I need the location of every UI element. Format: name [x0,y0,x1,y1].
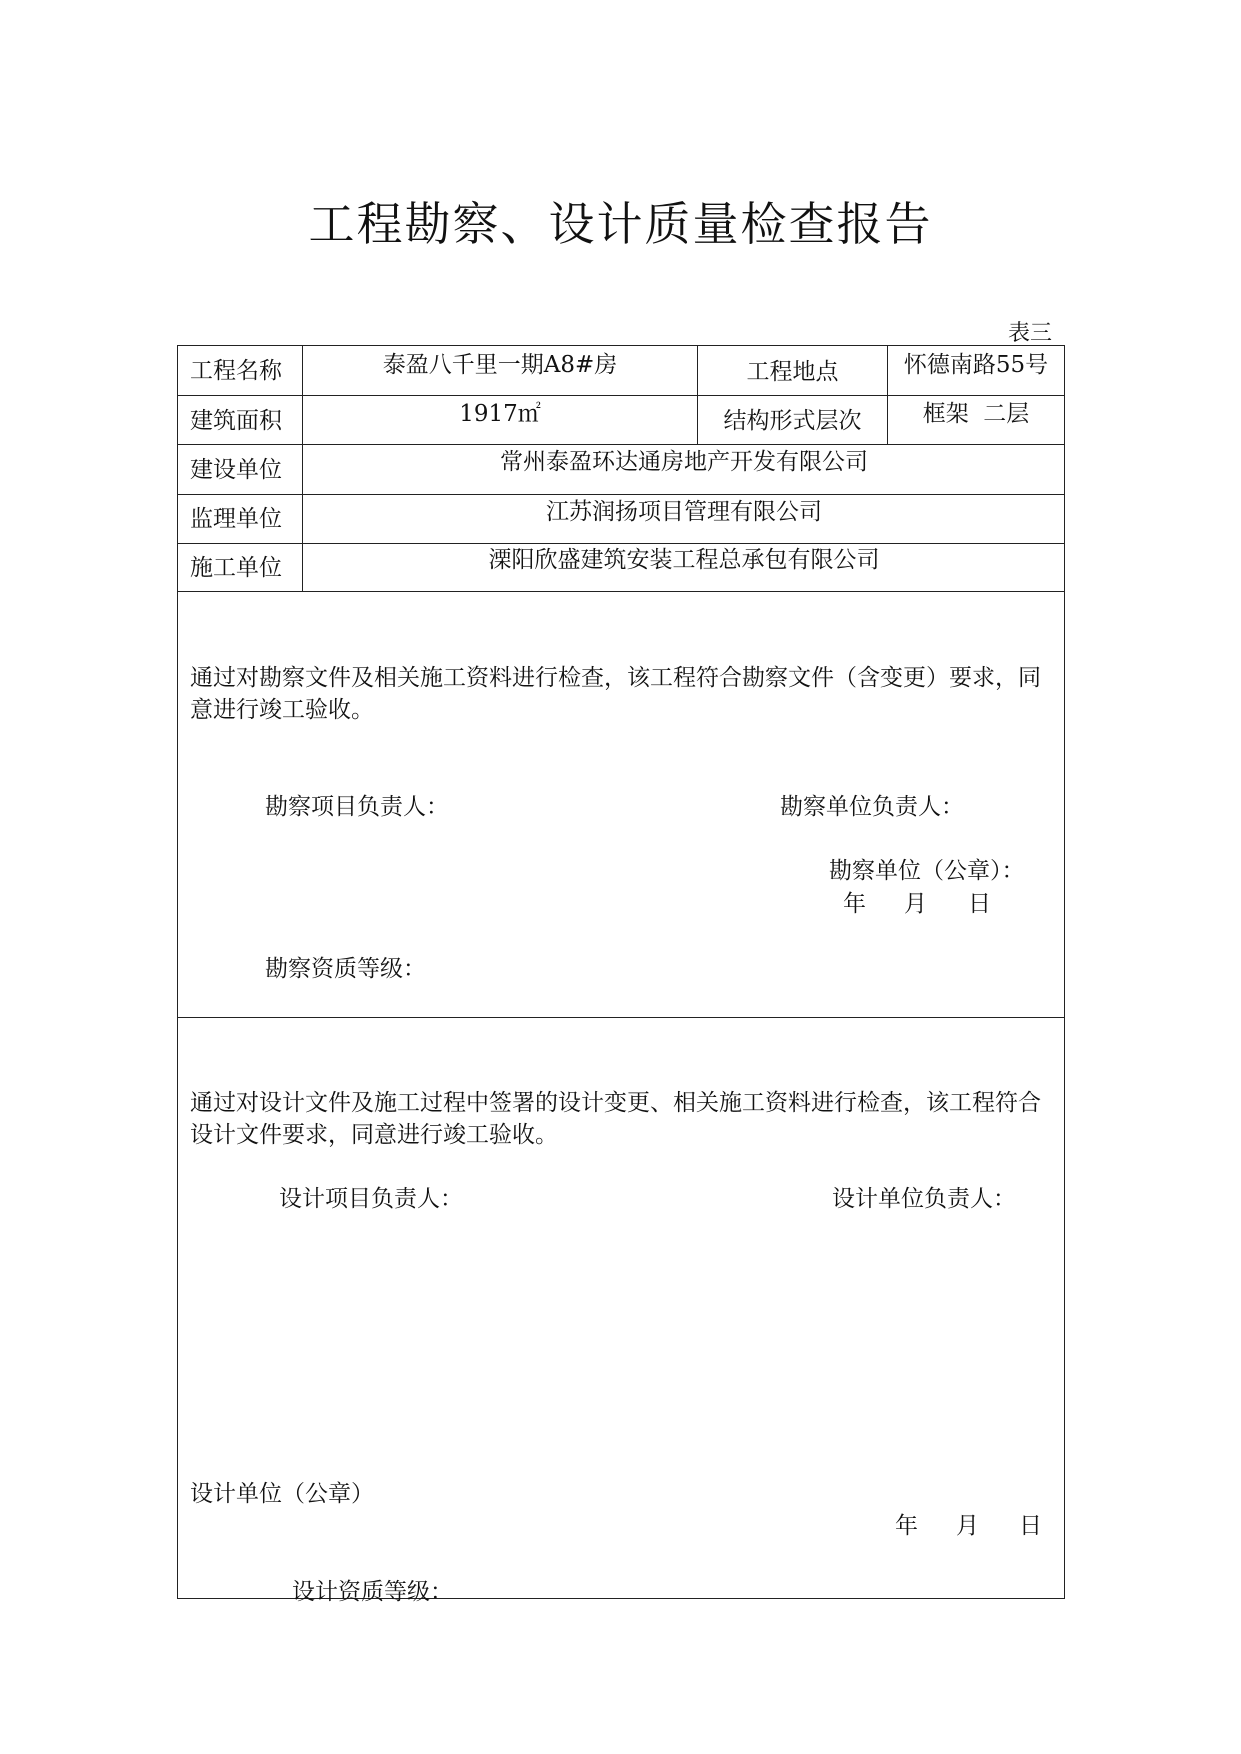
contractor-value: 溧阳欣盛建筑安装工程总承包有限公司 [488,547,880,573]
survey-month: 月 [904,891,927,917]
design-project-lead: 设计项目负责人： [279,1186,463,1212]
supervisor-value: 江苏润扬项目管理有限公司 [546,499,822,525]
survey-qualification: 勘察资质等级： [265,956,426,982]
project-name-value: 泰盈八千里一期A8#房 [382,352,618,378]
row-divider [177,591,1065,592]
builder-value: 常州泰盈环达通房地产开发有限公司 [500,449,868,475]
design-seal: 设计单位（公章） [190,1481,374,1507]
design-qualification: 设计资质等级： [292,1579,453,1605]
table-number: 表三 [1008,321,1053,346]
design-month: 月 [956,1513,979,1539]
area-value: 1917㎡ [459,401,541,427]
location-label: 工程地点 [746,359,839,385]
structure-value: 框架 二层 [922,401,1030,427]
contractor-label: 施工单位 [190,555,282,581]
survey-unit-lead: 勘察单位负责人： [780,794,964,820]
survey-statement: 通过对勘察文件及相关施工资料进行检查，该工程符合勘察文件（含变更）要求，同意进行竣工验收。 [190,665,1041,723]
design-unit-lead: 设计单位负责人： [832,1186,1016,1212]
survey-seal: 勘察单位（公章）： [829,858,1025,884]
row-divider [177,494,1065,495]
survey-day: 日 [968,891,991,917]
location-value: 怀德南路55号 [903,352,1049,378]
builder-label: 建设单位 [190,457,282,483]
row-divider [177,444,1065,445]
design-day: 日 [1019,1513,1042,1539]
supervisor-label: 监理单位 [190,506,282,532]
project-name-label: 工程名称 [190,358,282,384]
row-divider [177,543,1065,544]
row-divider [177,395,1065,396]
area-label: 建筑面积 [190,408,282,434]
survey-project-lead: 勘察项目负责人： [265,794,449,820]
section-divider [177,1017,1065,1018]
survey-year: 年 [843,891,866,917]
page-title: 工程勘察、设计质量检查报告 [308,197,933,251]
structure-label: 结构形式层次 [723,408,862,434]
design-statement: 通过对设计文件及施工过程中签署的设计变更、相关施工资料进行检查，该工程符合设计文件要求，同意进行竣工验收。 [190,1090,1041,1148]
design-year: 年 [895,1513,918,1539]
